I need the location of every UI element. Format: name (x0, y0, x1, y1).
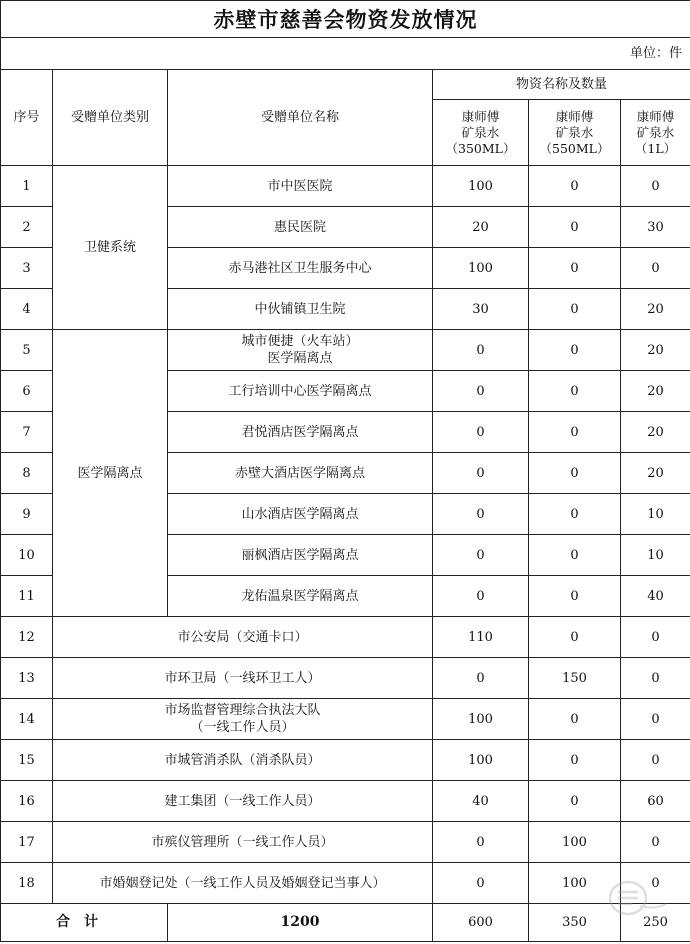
row-name: 市中医医院 (168, 166, 433, 207)
header-col3-line2: 矿泉水 (636, 124, 675, 140)
row-v1: 0 (433, 453, 529, 494)
row-v3: 0 (621, 658, 690, 699)
row-v1: 0 (433, 535, 529, 576)
row-no: 11 (1, 576, 53, 617)
row-no: 12 (1, 617, 53, 658)
row-v3: 0 (621, 617, 690, 658)
row-name: 丽枫酒店医学隔离点 (168, 535, 433, 576)
total-label: 合计 (1, 904, 168, 942)
row-v1: 40 (433, 781, 529, 822)
row-v2: 0 (529, 207, 621, 248)
row-no: 2 (1, 207, 53, 248)
header-items-group: 物资名称及数量 (433, 70, 690, 100)
table-row (1, 740, 690, 781)
row-no: 15 (1, 740, 53, 781)
table-row (1, 699, 690, 740)
header-col-350ml (433, 100, 529, 166)
row-name: 市殡仪管理所（一线工作人员） (53, 822, 433, 863)
header-col2-line3: （550ML） (539, 140, 610, 156)
row-v1: 0 (433, 863, 529, 904)
row-no: 18 (1, 863, 53, 904)
table-row (1, 166, 690, 207)
row-no: 7 (1, 412, 53, 453)
row-name (53, 699, 433, 740)
row-name (168, 330, 433, 371)
row-v1: 20 (433, 207, 529, 248)
row-no: 1 (1, 166, 53, 207)
row-v2: 0 (529, 166, 621, 207)
row-v2: 150 (529, 658, 621, 699)
row-v2: 0 (529, 494, 621, 535)
row-name: 市环卫局（一线环卫工人） (53, 658, 433, 699)
row-no: 9 (1, 494, 53, 535)
row-v2: 0 (529, 535, 621, 576)
row-v2: 0 (529, 289, 621, 330)
row-v1: 100 (433, 166, 529, 207)
category-quarantine: 医学隔离点 (53, 330, 168, 617)
row-v1: 100 (433, 740, 529, 781)
row-name: 工行培训中心医学隔离点 (168, 371, 433, 412)
header-category: 受赠单位类别 (53, 70, 168, 166)
row-no: 13 (1, 658, 53, 699)
header-col2-line1: 康师傅 (555, 108, 594, 124)
row-name: 君悦酒店医学隔离点 (168, 412, 433, 453)
row-name-line1: 市场监督管理综合执法大队 (164, 703, 321, 718)
row-v2: 0 (529, 576, 621, 617)
row-v1: 110 (433, 617, 529, 658)
row-v3: 60 (621, 781, 690, 822)
table-row (1, 617, 690, 658)
header-no: 序号 (1, 70, 53, 166)
row-v2: 0 (529, 617, 621, 658)
row-v1: 100 (433, 248, 529, 289)
table-row (1, 863, 690, 904)
row-v3: 0 (621, 740, 690, 781)
row-v3: 0 (621, 248, 690, 289)
total-sum: 1200 (168, 904, 433, 942)
table-row (1, 330, 690, 371)
table-row (1, 822, 690, 863)
row-name: 赤马港社区卫生服务中心 (168, 248, 433, 289)
row-no: 8 (1, 453, 53, 494)
row-no: 17 (1, 822, 53, 863)
row-no: 6 (1, 371, 53, 412)
row-v3: 0 (621, 822, 690, 863)
row-v2: 0 (529, 412, 621, 453)
row-name: 惠民医院 (168, 207, 433, 248)
row-v2: 0 (529, 371, 621, 412)
row-v3: 30 (621, 207, 690, 248)
row-v2: 0 (529, 740, 621, 781)
row-v2: 0 (529, 781, 621, 822)
header-col-550ml (529, 100, 621, 166)
total-v3: 250 (621, 904, 690, 942)
header-col2-line2: 矿泉水 (555, 124, 594, 140)
row-v2: 0 (529, 699, 621, 740)
row-v3: 10 (621, 494, 690, 535)
table-row (1, 658, 690, 699)
row-v3: 0 (621, 863, 690, 904)
row-v1: 30 (433, 289, 529, 330)
row-v3: 0 (621, 699, 690, 740)
row-name: 赤壁大酒店医学隔离点 (168, 453, 433, 494)
header-col3-line1: 康师傅 (636, 108, 675, 124)
row-v1: 100 (433, 699, 529, 740)
row-v1: 0 (433, 412, 529, 453)
row-v3: 20 (621, 330, 690, 371)
row-no: 10 (1, 535, 53, 576)
header-col3-line3: （1L） (634, 140, 677, 156)
row-v1: 0 (433, 330, 529, 371)
row-name: 龙佑温泉医学隔离点 (168, 576, 433, 617)
row-v1: 0 (433, 658, 529, 699)
row-v2: 100 (529, 863, 621, 904)
row-v2: 0 (529, 453, 621, 494)
header-col-1l (621, 100, 690, 166)
row-v2: 0 (529, 330, 621, 371)
row-name: 市公安局（交通卡口） (53, 617, 433, 658)
unit-label: 单位：件 (1, 38, 690, 70)
row-v1: 0 (433, 371, 529, 412)
header-name: 受赠单位名称 (168, 70, 433, 166)
header-col1-line1: 康师傅 (461, 108, 500, 124)
row-v2: 0 (529, 248, 621, 289)
row-v1: 0 (433, 822, 529, 863)
row-v3: 20 (621, 371, 690, 412)
row-v3: 20 (621, 412, 690, 453)
row-no: 5 (1, 330, 53, 371)
total-row (1, 904, 690, 942)
row-v3: 10 (621, 535, 690, 576)
row-v3: 0 (621, 166, 690, 207)
header-col1-line2: 矿泉水 (461, 124, 500, 140)
row-no: 3 (1, 248, 53, 289)
row-name: 市城管消杀队（消杀队员） (53, 740, 433, 781)
row-v1: 0 (433, 576, 529, 617)
total-v2: 350 (529, 904, 621, 942)
row-v3: 20 (621, 453, 690, 494)
news-stamp-icon (604, 876, 668, 922)
total-v1: 600 (433, 904, 529, 942)
table-row (1, 781, 690, 822)
row-v1: 0 (433, 494, 529, 535)
category-health: 卫健系统 (53, 166, 168, 330)
page-title: 赤壁市慈善会物资发放情况 (1, 1, 690, 38)
row-v3: 40 (621, 576, 690, 617)
row-name: 市婚姻登记处（一线工作人员及婚姻登记当事人） (53, 863, 433, 904)
row-name-line1: 城市便捷（火车站） (241, 334, 359, 349)
row-name: 山水酒店医学隔离点 (168, 494, 433, 535)
row-no: 4 (1, 289, 53, 330)
row-name: 中伙铺镇卫生院 (168, 289, 433, 330)
row-v2: 100 (529, 822, 621, 863)
row-no: 16 (1, 781, 53, 822)
row-no: 14 (1, 699, 53, 740)
header-col1-line3: （350ML） (445, 140, 516, 156)
row-v3: 20 (621, 289, 690, 330)
row-name-line2: 医学隔离点 (267, 351, 333, 366)
row-name: 建工集团（一线工作人员） (53, 781, 433, 822)
row-name-line2: （一线工作人员） (190, 720, 295, 735)
